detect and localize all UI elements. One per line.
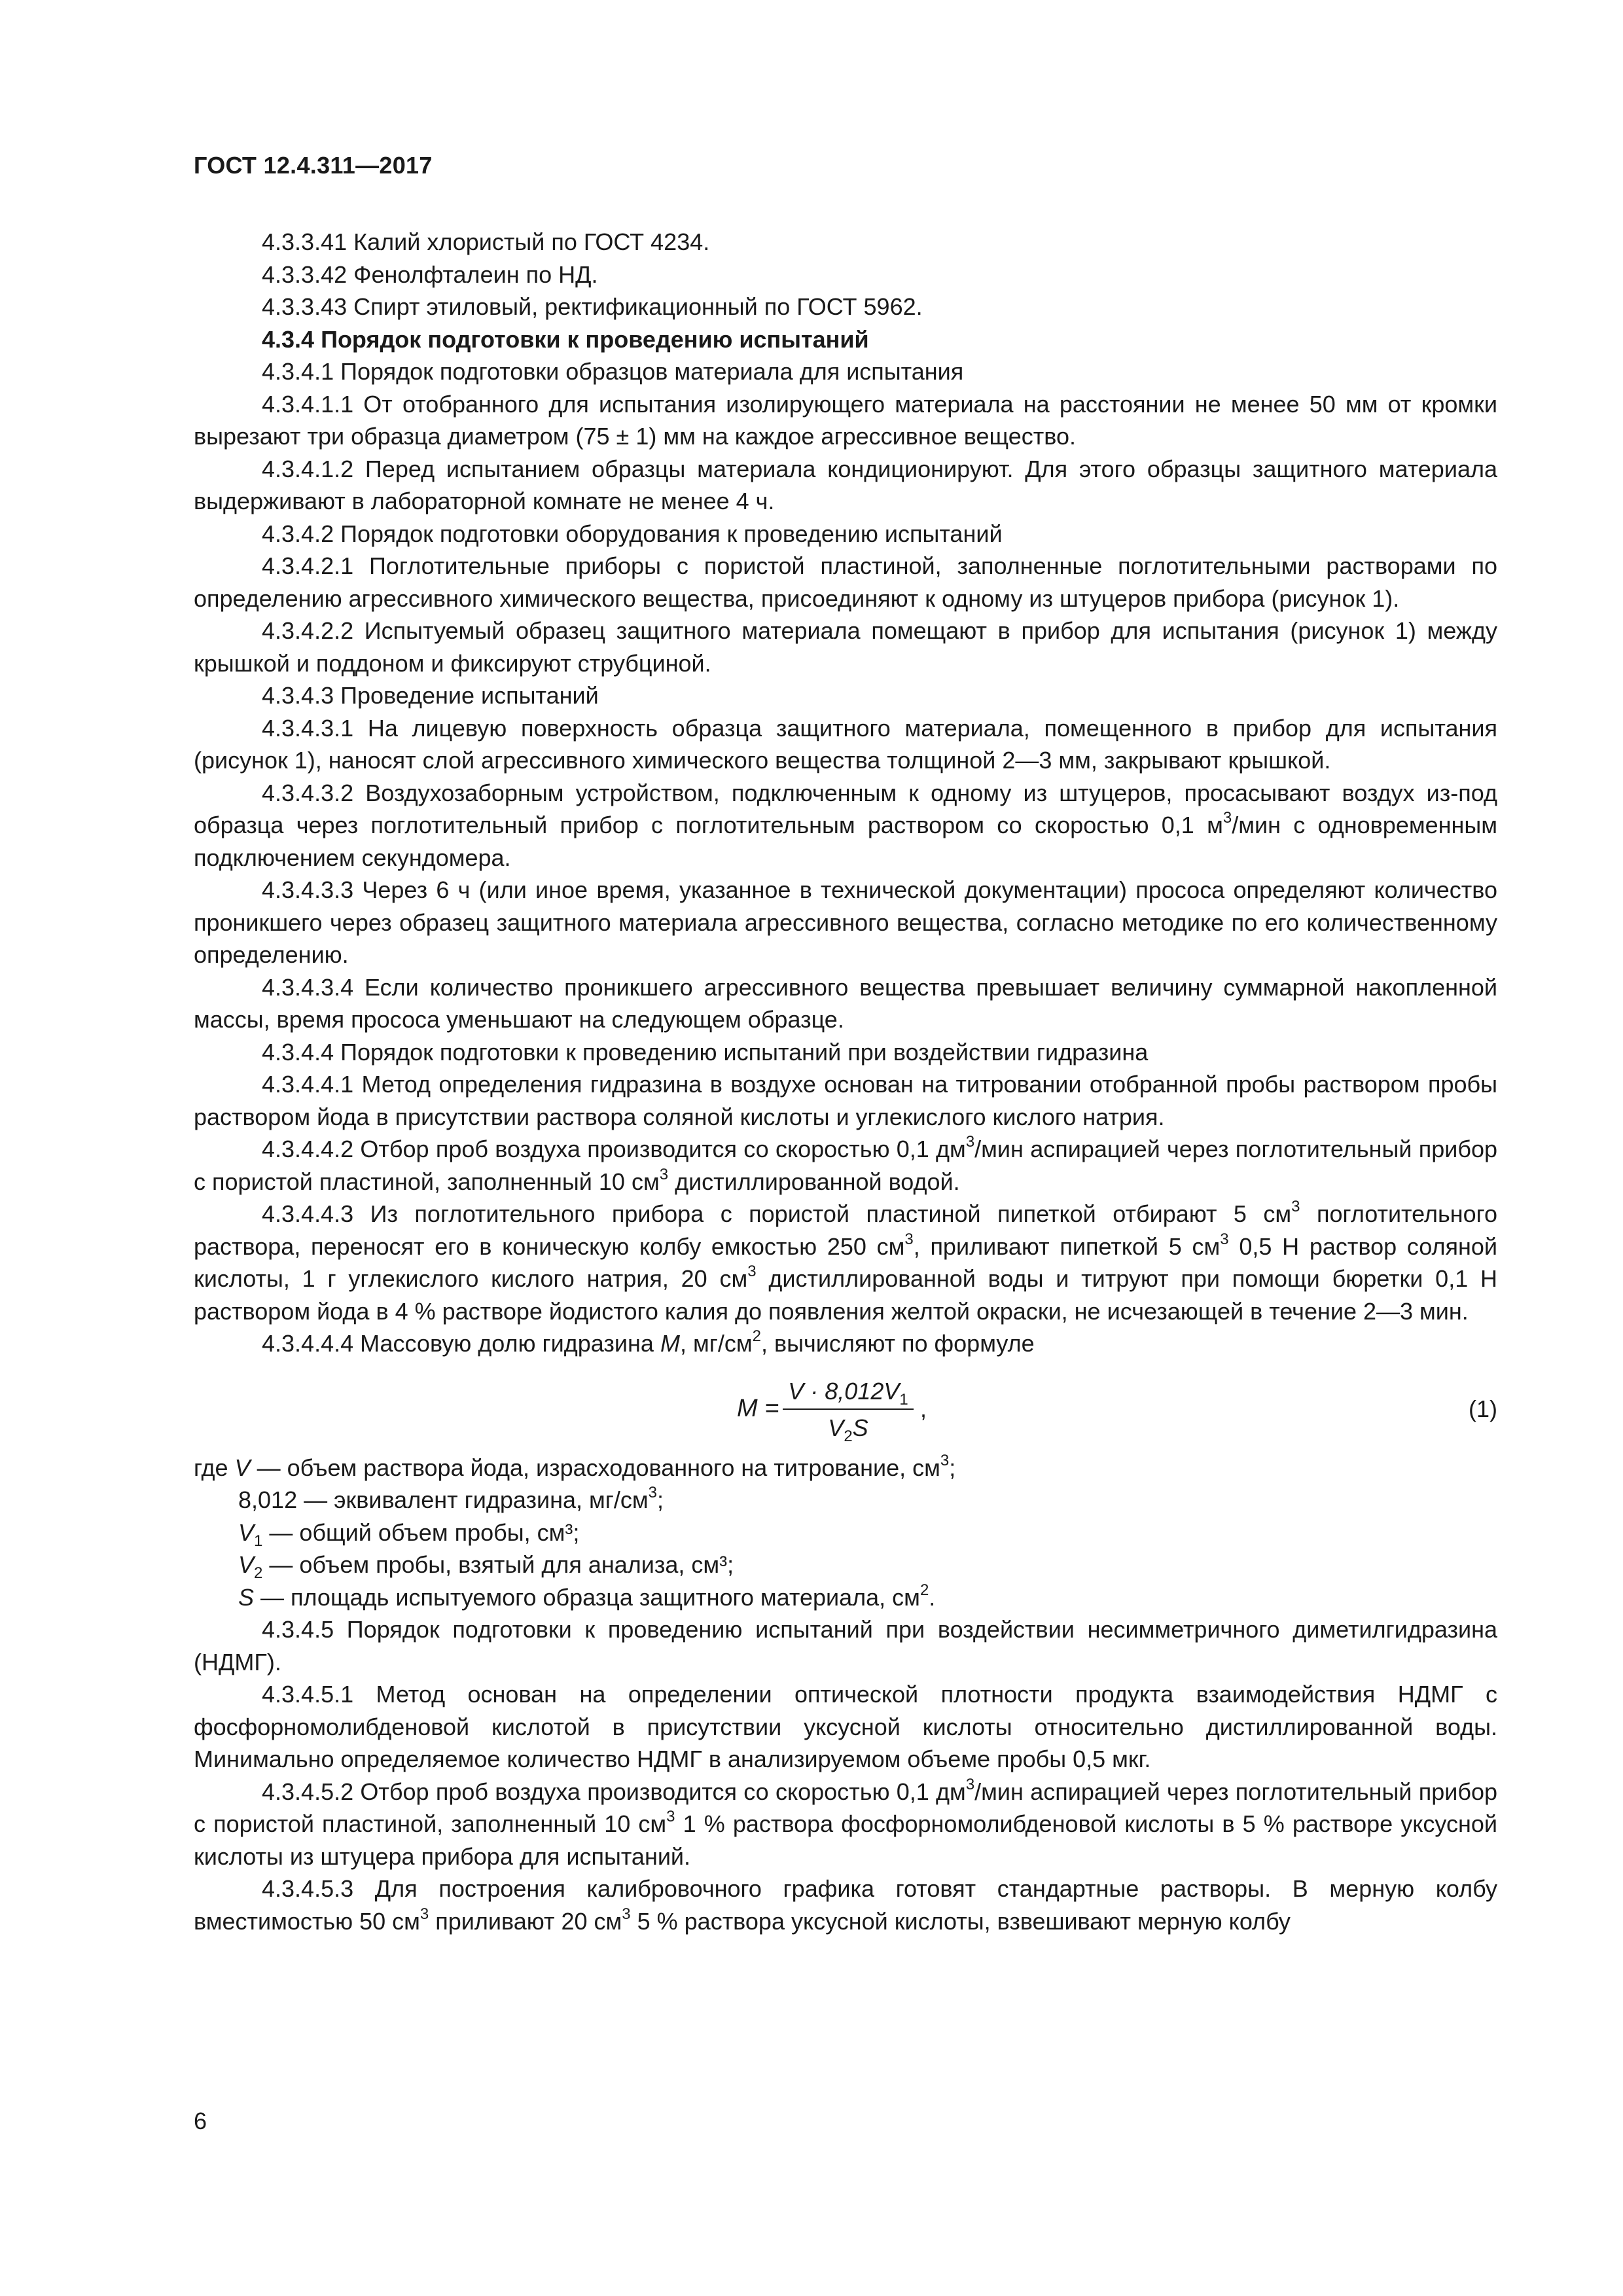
text: , вычисляют по формуле <box>760 1330 1035 1357</box>
paragraph: 4.3.4.2 Порядок подготовки оборудования к проведению испытаний <box>262 520 1003 547</box>
document-header: ГОСТ 12.4.311—2017 <box>194 152 433 179</box>
paragraph: 4.3.3.42 Фенолфталеин по НД. <box>262 260 598 288</box>
text: 4.3.4.5.2 Отбор проб воздуха производится со скоростью 0,1 дм <box>262 1778 966 1805</box>
text: 4.3.4.5.3 Для построения калибровочного графика готовят стандартные растворы. В мерную колбу вместимостью 50 см <box>194 1875 1497 1935</box>
superscript: 3 <box>419 1905 429 1923</box>
paragraph: 4.3.4.3 Проведение испытаний <box>262 682 599 709</box>
text: 5 % раствора уксусной кислоты, взвешивают мерную колбу <box>630 1907 1291 1935</box>
paragraph <box>194 1133 1497 1198</box>
formula <box>194 1369 1497 1448</box>
superscript: 2 <box>752 1327 761 1345</box>
paragraph: 4.3.3.41 Калий хлористый по ГОСТ 4234. <box>262 228 710 255</box>
text: /мин с одновременным подключением секундомера. <box>194 812 1497 871</box>
text: — объем раствора йода, израсходованного на титрование, см <box>250 1454 940 1481</box>
text: — площадь испытуемого образца защитного материала, см <box>254 1583 920 1611</box>
superscript: 2 <box>919 1581 929 1599</box>
text: 1 % раствора фосфорномолибденовой кислоты в 5 % растворе уксусной кислоты из штуцера прибора для испытаний. <box>194 1810 1497 1870</box>
text: /мин аспирацией через поглотительный прибор с пористой пластиной, заполненный 10 см <box>194 1136 1498 1195</box>
paragraph <box>194 1776 1497 1873</box>
subscript: 2 <box>254 1564 263 1583</box>
text: дистиллированной водой. <box>668 1168 960 1195</box>
fraction-bar <box>783 1408 914 1410</box>
paragraph: 4.3.3.43 Спирт этиловый, ректификационный по ГОСТ 5962. <box>262 293 923 320</box>
variable: V <box>238 1551 255 1578</box>
superscript: 3 <box>622 1905 631 1923</box>
text: , приливают пипеткой 5 см <box>913 1232 1221 1260</box>
paragraph: 4.3.4.5 Порядок подготовки к проведению испытаний при воздействии несимметричного диметилгидразина (НДМГ). <box>194 1616 1497 1676</box>
page-number: 6 <box>194 2108 207 2134</box>
definition <box>194 1581 1497 1614</box>
formula-comma: , <box>920 1395 927 1422</box>
formula-denominator <box>783 1412 914 1444</box>
variable: M <box>660 1330 680 1357</box>
formula-numerator <box>783 1376 914 1407</box>
paragraph: 4.3.4.4.1 Метод определения гидразина в воздухе основан на титровании отобранной пробы раствором пробы раствором йода в присутствии раствора соляной кислоты и углекислого кислого натрия. <box>194 1071 1497 1130</box>
text: V <box>828 1414 844 1441</box>
superscript: 3 <box>747 1263 757 1280</box>
superscript: 3 <box>659 1165 669 1183</box>
document-body <box>194 226 1497 1937</box>
paragraph: 4.3.4.1 Порядок подготовки образцов материала для испытания <box>262 358 964 385</box>
text: 8,012 — эквивалент гидразина, мг/см <box>238 1486 649 1513</box>
variable: S <box>238 1583 255 1611</box>
formula-number: (1) <box>1469 1395 1497 1422</box>
subscript: 1 <box>254 1532 263 1550</box>
paragraph: 4.3.4.3.4 Если количество проникшего агрессивного вещества превышает величину суммарной накопленной массы, время прососа уменьшают на следующем образце. <box>194 973 1497 1033</box>
paragraph <box>194 1327 1497 1360</box>
paragraph: 4.3.4.2.2 Испытуемый образец защитного материала помещают в прибор для испытания (рисунок 1) между крышкой и поддоном и фиксируют струбциной. <box>194 617 1497 677</box>
paragraph: 4.3.4.1.2 Перед испытанием образцы материала кондиционируют. Для этого образцы защитного материала выдерживают в лабораторной комнате не менее 4 ч. <box>194 455 1497 514</box>
paragraph: 4.3.4.3.3 Через 6 ч (или иное время, указанное в технической документации) прососа определяют количество проникшего через образец защитного материала агрессивного вещества, согласно методике по его количественному определению. <box>194 876 1497 968</box>
text: приливают 20 см <box>429 1907 622 1935</box>
text: S <box>852 1414 868 1441</box>
variable: V <box>238 1518 255 1546</box>
text: — общий объем пробы, см³; <box>262 1518 580 1546</box>
text: 0,5 Н раствор соляной кислоты, 1 г углекислого кислого натрия, 20 см <box>194 1232 1497 1292</box>
paragraph: 4.3.4.5.1 Метод основан на определении оптической плотности продукта взаимодействия НДМГ с фосфорномолибденовой кислотой в присутствии уксусной кислоты относительно дистиллированной воды. Минимально определяемое количество НДМГ в анализируемом объеме пробы 0,5 мкг. <box>194 1681 1497 1772</box>
superscript: 3 <box>940 1451 950 1469</box>
definition <box>194 1452 1497 1484</box>
paragraph: 4.3.4.4 Порядок подготовки к проведению испытаний при воздействии гидразина <box>262 1038 1149 1066</box>
text: 4.3.4.4.2 Отбор проб воздуха производится со скоростью 0,1 дм <box>262 1136 966 1162</box>
paragraph: 4.3.4.2.1 Поглотительные приборы с пористой пластиной, заполненные поглотительными растворами по определению агрессивного химического вещества, присоединяют к одному из штуцеров прибора (рисунок 1). <box>194 552 1497 612</box>
text: V · 8,012V <box>788 1377 900 1405</box>
text: . <box>929 1583 936 1611</box>
text: ; <box>656 1486 664 1513</box>
definition <box>194 1549 1497 1581</box>
paragraph <box>194 777 1497 874</box>
text: , мг/см <box>679 1330 753 1357</box>
text: 4.3.4.4.4 Массовую долю гидразина <box>262 1330 660 1357</box>
text: 4.3.4.4.3 Из поглотительного прибора с пористой пластиной пипеткой отбирают 5 см <box>262 1200 1292 1227</box>
text: ; <box>949 1454 956 1481</box>
text: 4.3.4.3.2 Воздухозаборным устройством, подключенным к одному из штуцеров, просасывают воздух из-под образца через поглотительный прибор с поглотительным раствором со скоростью 0,1 м <box>194 779 1497 838</box>
section-heading: 4.3.4 Порядок подготовки к проведению испытаний <box>262 325 869 353</box>
text: дистиллированной воды и титруют при помощи бюретки 0,1 Н раствором йода в 4 % растворе йодистого калия до появления желтой окраски, не исчезающей в течение 2—3 мин. <box>194 1265 1497 1325</box>
superscript: 3 <box>904 1230 914 1248</box>
superscript: 3 <box>666 1808 675 1825</box>
superscript: 3 <box>965 1775 975 1793</box>
subscript: 2 <box>844 1427 853 1445</box>
paragraph <box>194 1873 1497 1937</box>
paragraph: 4.3.4.3.1 На лицевую поверхность образца защитного материала, помещенного в прибор для испытания (рисунок 1), наносят слой агрессивного химического вещества толщиной 2—3 мм, закрывают крышкой. <box>194 714 1497 774</box>
text: где <box>194 1454 235 1481</box>
superscript: 3 <box>965 1133 975 1151</box>
text: поглотительного раствора, переносят его в коническую колбу емкостью 250 см <box>194 1200 1497 1260</box>
superscript: 3 <box>648 1484 657 1501</box>
text: /мин аспирацией через поглотительный прибор с пористой пластиной, заполненный 10 см <box>194 1778 1498 1837</box>
subscript: 1 <box>899 1390 908 1408</box>
superscript: 3 <box>1220 1230 1229 1248</box>
variable: V <box>234 1454 251 1481</box>
definition <box>194 1516 1497 1549</box>
paragraph <box>194 1198 1497 1327</box>
definition <box>194 1484 1497 1516</box>
text: — объем пробы, взятый для анализа, см³; <box>262 1551 734 1578</box>
formula-fraction <box>783 1376 914 1444</box>
paragraph: 4.3.4.1.1 От отобранного для испытания изолирующего материала на расстоянии не менее 50 мм от кромки вырезают три образца диаметром (75 ± 1) мм на каждое агрессивное вещество. <box>194 390 1497 450</box>
superscript: 3 <box>1291 1198 1300 1215</box>
superscript: 3 <box>1222 809 1232 827</box>
formula-lhs: M = <box>737 1394 779 1422</box>
